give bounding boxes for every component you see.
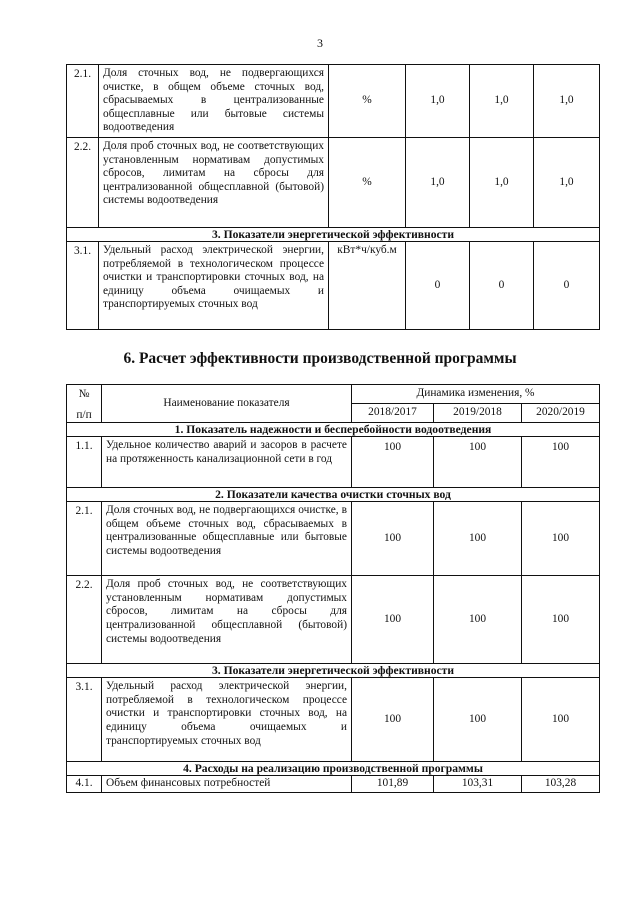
- row-number: 3.1.: [67, 678, 102, 762]
- row-number: 4.1.: [67, 776, 102, 793]
- indicator-name: Доля проб сточных вод, не соответствующих установленным нормативам допустимых сбросов, лимитам на сбросы для централизованной общесплавной (бытовой) системы водоотведения: [99, 138, 329, 228]
- section-title: 3. Показатели энергетической эффективности: [67, 664, 600, 678]
- table-row: [67, 65, 600, 138]
- table-row: [67, 502, 600, 576]
- indicator-name: Удельное количество аварий и засоров в расчете на протяженность канализационной сети в год: [102, 437, 352, 488]
- unit-cell: %: [329, 138, 406, 228]
- indicator-name: Удельный расход электрической энергии, потребляемой в технологическом процессе очистки и транспортировки сточных вод, на единицу объема очищаемых и транспортируемых сточных вод: [99, 242, 329, 330]
- value-cell: 1,0: [470, 65, 534, 138]
- section-title: 4. Расходы на реализацию производственной программы: [67, 762, 600, 776]
- row-number: 2.1.: [67, 65, 99, 138]
- value-cell: 1,0: [534, 138, 600, 228]
- value-cell: 100: [522, 576, 600, 664]
- section-title: 3. Показатели энергетической эффективности: [67, 228, 600, 242]
- value-cell: 100: [434, 502, 522, 576]
- section-title: 1. Показатель надежности и бесперебойности водоотведения: [67, 423, 600, 437]
- value-cell: 103,31: [434, 776, 522, 793]
- header-number: [67, 385, 102, 423]
- value-cell: 1,0: [406, 65, 470, 138]
- header-name: Наименование показателя: [102, 385, 352, 423]
- value-cell: 100: [434, 576, 522, 664]
- value-cell: 1,0: [534, 65, 600, 138]
- value-cell: 100: [352, 678, 434, 762]
- unit-cell: кВт*ч/куб.м: [329, 242, 406, 330]
- value-cell: 101,89: [352, 776, 434, 793]
- indicators-table-continued: [66, 64, 600, 330]
- indicator-name: Доля сточных вод, не подвергающихся очистке, в общем объеме сточных вод, сбрасываемых в централизованные общесплавные или бытовые системы водоотведения: [99, 65, 329, 138]
- table-row: [67, 138, 600, 228]
- value-cell: 100: [434, 678, 522, 762]
- efficiency-table: [66, 384, 600, 793]
- section-row: [67, 488, 600, 502]
- section-row: [67, 423, 600, 437]
- value-cell: 0: [470, 242, 534, 330]
- value-cell: 100: [522, 437, 600, 488]
- header-period: 2020/2019: [522, 404, 600, 423]
- section-row: [67, 664, 600, 678]
- table-row: [67, 776, 600, 793]
- indicator-name: Объем финансовых потребностей: [102, 776, 352, 793]
- row-number: 1.1.: [67, 437, 102, 488]
- table-row: [67, 576, 600, 664]
- value-cell: 100: [522, 502, 600, 576]
- table-row: [67, 678, 600, 762]
- header-dynamics: Динамика изменения, %: [352, 385, 600, 404]
- value-cell: 100: [352, 576, 434, 664]
- value-cell: 100: [352, 502, 434, 576]
- header-row: [67, 385, 600, 404]
- indicator-name: Доля сточных вод, не подвергающихся очистке, в общем объеме сточных вод, сбрасываемых в централизованные общесплавные или бытовые системы водоотведения: [102, 502, 352, 576]
- indicator-name: Удельный расход электрической энергии, потребляемой в технологическом процессе очистки и транспортировки сточных вод, на единицу объема очищаемых и транспортируемых сточных вод: [102, 678, 352, 762]
- value-cell: 100: [522, 678, 600, 762]
- header-period: 2018/2017: [352, 404, 434, 423]
- value-cell: 1,0: [406, 138, 470, 228]
- header-number-bottom: п/п: [76, 408, 92, 421]
- indicator-name: Доля проб сточных вод, не соответствующих установленным нормативам допустимых сбросов, лимитам на сбросы для централизованной общесплавной (бытовой) системы водоотведения: [102, 576, 352, 664]
- value-cell: 100: [352, 437, 434, 488]
- section-row: [67, 228, 600, 242]
- header-number-top: №: [78, 388, 90, 400]
- value-cell: 103,28: [522, 776, 600, 793]
- row-number: 3.1.: [67, 242, 99, 330]
- table-row: [67, 242, 600, 330]
- value-cell: 1,0: [470, 138, 534, 228]
- section-title: 2. Показатели качества очистки сточных вод: [67, 488, 600, 502]
- unit-cell: %: [329, 65, 406, 138]
- value-cell: 0: [534, 242, 600, 330]
- header-period: 2019/2018: [434, 404, 522, 423]
- section-row: [67, 762, 600, 776]
- section-heading: 6. Расчет эффективности производственной программы: [123, 350, 517, 367]
- value-cell: 0: [406, 242, 470, 330]
- table-row: [67, 437, 600, 488]
- row-number: 2.2.: [67, 138, 99, 228]
- page-number: 3: [317, 36, 323, 50]
- row-number: 2.1.: [67, 502, 102, 576]
- row-number: 2.2.: [67, 576, 102, 664]
- value-cell: 100: [434, 437, 522, 488]
